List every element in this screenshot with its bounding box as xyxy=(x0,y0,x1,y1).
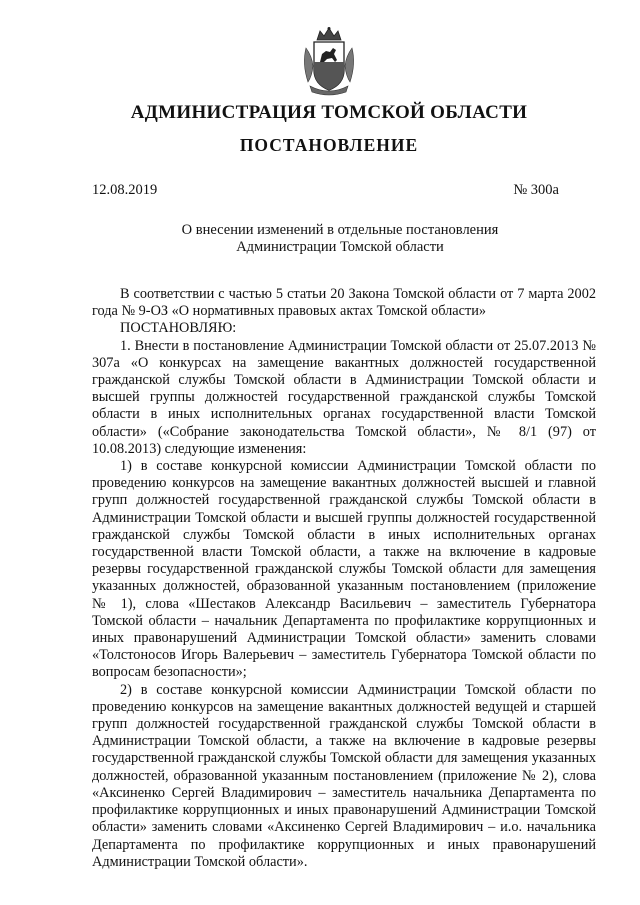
title-line-1: О внесении изменений в отдельные постановления xyxy=(181,222,499,238)
item-1-1-paragraph: 1) в составе конкурсной комиссии Администрации Томской области по проведению конкурсов на замещение вакантных должностей высшей и главной групп должностей государственной гражданской службы Томской области в Администрации Томской области и высшей группы должностей государственной гражданской службы Томской области в иных исполнительных органах государственной власти Томской области, а также на включение в кадровые резервы государственной гражданской службы Томской области для замещения указанных должностей, образованной указанным постановлением (приложение № 1), слова «Шестаков Александр Васильевич – заместитель Губернатора Томской области – начальник Департамента по профилактике коррупционных и иных правонарушений Администрации Томской области» заменить словами «Толстоносов Игорь Валерьевич – заместитель Губернатора Томской области по вопросам безопасности»; xyxy=(92,458,596,681)
tomsk-oblast-coat-of-arms-icon xyxy=(300,26,358,96)
organization-name: АДМИНИСТРАЦИЯ ТОМСКОЙ ОБЛАСТИ xyxy=(130,102,528,123)
intro-paragraph: В соответствии с частью 5 статьи 20 Закона Томской области от 7 марта 2002 года № 9-ОЗ «О нормативных правовых актах Томской области» xyxy=(92,286,596,320)
document-number: № 300а xyxy=(513,182,559,198)
item-1-paragraph: 1. Внести в постановление Администрации Томской области от 25.07.2013 № 307а «О конкурсах на замещение вакантных должностей государственной гражданской службы Томской области в Администрации Томской области и высшей группы должностей государственной гражданской службы Томской области в иных исполнительных органах государственной власти Томской области» («Собрание законодательства Томской области», № 8/1 (97) от 10.08.2013) следующие изменения: xyxy=(92,337,596,457)
document-body xyxy=(92,286,596,871)
document-date: 12.08.2019 xyxy=(92,182,158,198)
item-1-2-paragraph: 2) в составе конкурсной комиссии Администрации Томской области по проведению конкурсов на замещение вакантных должностей ведущей и старшей групп должностей государственной гражданской службы Томской области в Администрации Томской области, а также на включение в кадровые резервы государственной гражданской службы Томской области для замещения указанных должностей, образованной указанным постановлением (приложение № 2), слова «Аксиненко Сергей Владимирович – заместитель начальника Департамента по профилактике коррупционных и иных правонарушений Администрации Томской области» заменить словами «Аксиненко Сергей Владимирович – и.о. начальника Департамента по профилактике коррупционных и иных правонарушений Администрации Томской области». xyxy=(92,681,596,870)
resolve-word: ПОСТАНОВЛЯЮ: xyxy=(120,320,237,337)
document-type: ПОСТАНОВЛЕНИЕ xyxy=(239,135,419,155)
document-title xyxy=(160,222,520,256)
title-line-2: Администрации Томской области xyxy=(236,239,444,255)
